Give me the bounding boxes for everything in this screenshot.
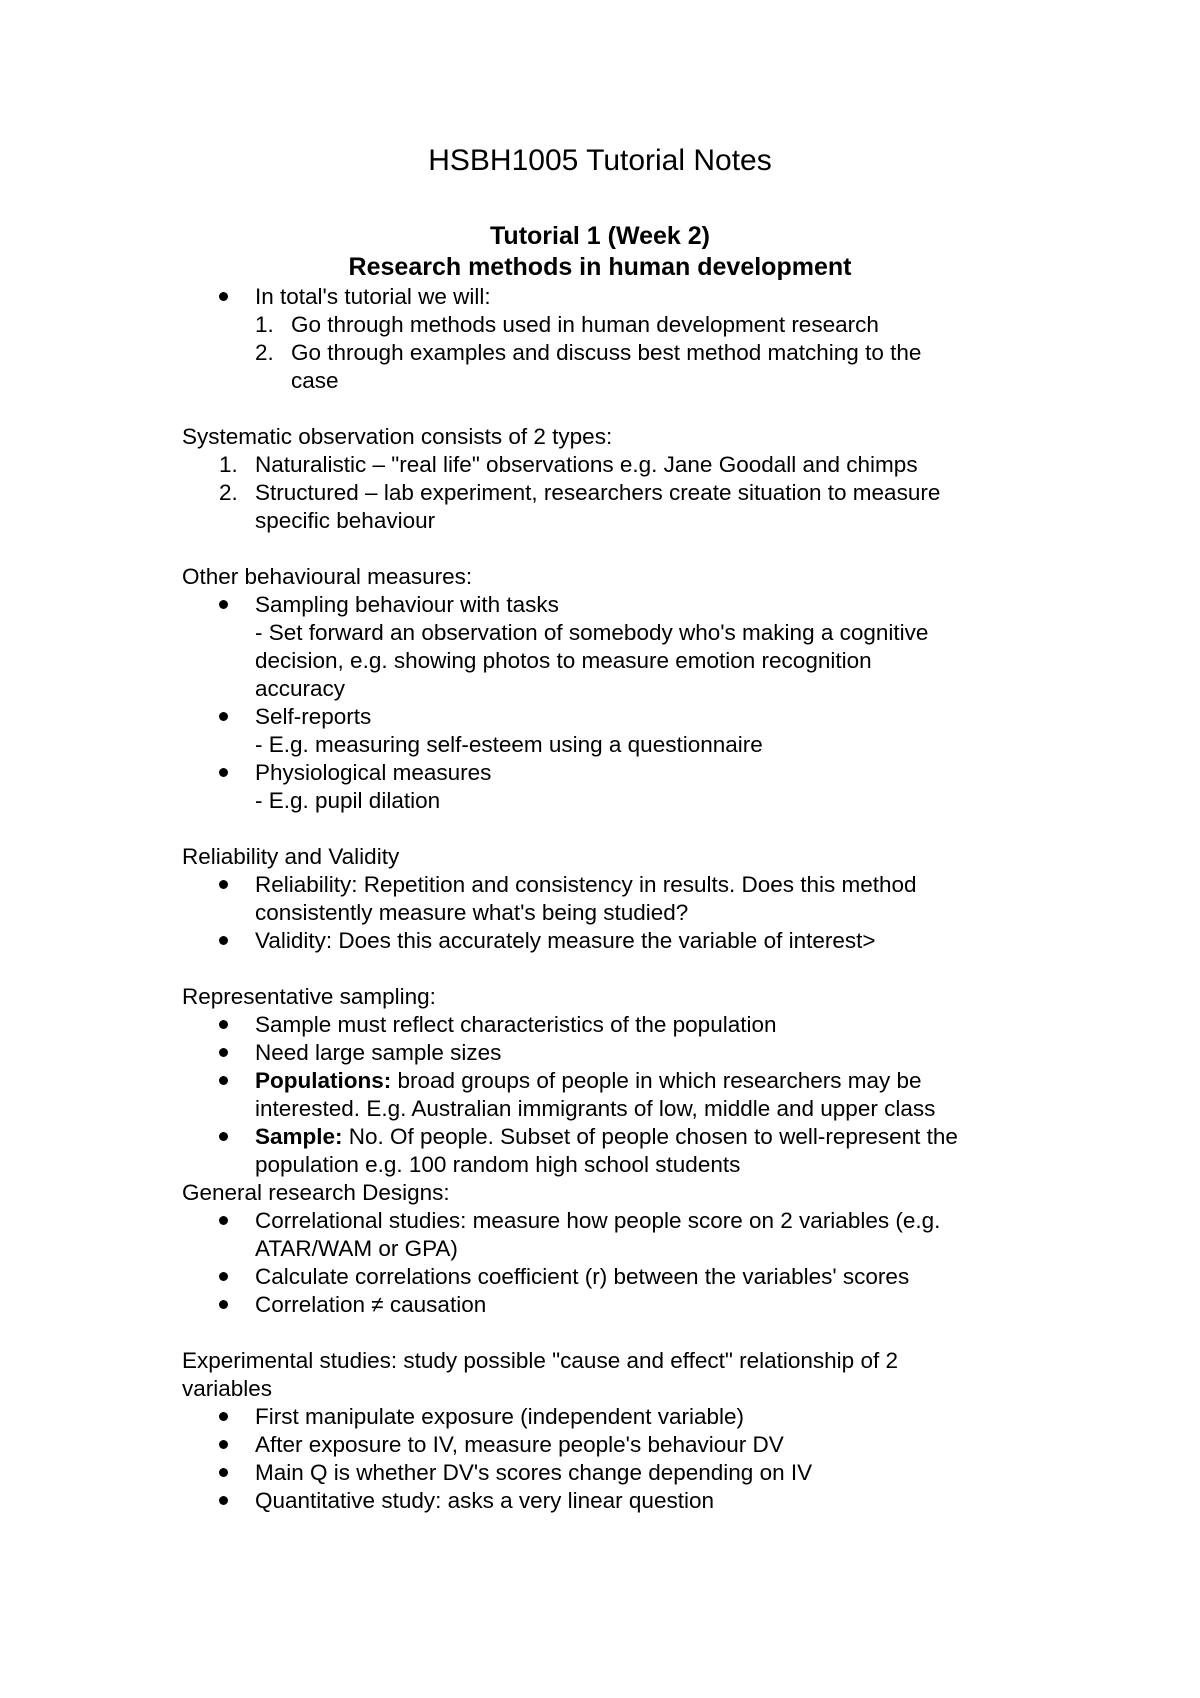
list-item: - E.g. measuring self-esteem using a questionnaire	[255, 732, 763, 757]
bullet-icon	[219, 880, 228, 889]
list-item: Reliability: Repetition and consistency in results. Does this method	[255, 872, 917, 897]
section-heading: Representative sampling:	[182, 984, 436, 1009]
bullet-icon	[219, 1048, 228, 1057]
section-heading: Experimental studies: study possible "cause and effect" relationship of 2	[182, 1348, 898, 1373]
list-number: 1.	[219, 452, 238, 477]
list-item: population e.g. 100 random high school students	[255, 1152, 741, 1177]
bullet-icon	[219, 1468, 228, 1477]
bullet-icon	[219, 1440, 228, 1449]
tutorial-heading: Tutorial 1 (Week 2)	[490, 222, 710, 250]
list-item: Structured – lab experiment, researchers create situation to measure	[255, 480, 941, 505]
list-item: Sample must reflect characteristics of the population	[255, 1012, 777, 1037]
list-number: 2.	[219, 480, 238, 505]
section-heading: Other behavioural measures:	[182, 564, 473, 589]
list-item: Correlational studies: measure how people score on 2 variables (e.g.	[255, 1208, 941, 1233]
list-item: - E.g. pupil dilation	[255, 788, 441, 813]
list-item: Need large sample sizes	[255, 1040, 502, 1065]
section-heading: Systematic observation consists of 2 types:	[182, 424, 613, 449]
list-item: Validity: Does this accurately measure the variable of interest>	[255, 928, 876, 953]
list-item: Self-reports	[255, 704, 372, 729]
list-item: interested. E.g. Australian immigrants of low, middle and upper class	[255, 1096, 936, 1121]
list-item: decision, e.g. showing photos to measure emotion recognition	[255, 648, 872, 673]
list-item	[255, 1067, 922, 1095]
list-number: 1.	[255, 312, 274, 337]
bullet-icon	[219, 1412, 228, 1421]
list-item: Quantitative study: asks a very linear question	[255, 1488, 714, 1513]
bullet-icon	[219, 1300, 228, 1309]
list-item: Sampling behaviour with tasks	[255, 592, 559, 617]
bullet-icon	[219, 1496, 228, 1505]
list-item: After exposure to IV, measure people's behaviour DV	[255, 1432, 784, 1457]
bullet-icon	[219, 1020, 228, 1029]
list-item: accuracy	[255, 676, 346, 701]
bullet-icon	[219, 712, 228, 721]
bullet-icon	[219, 936, 228, 945]
tutorial-subheading: Research methods in human development	[348, 253, 852, 281]
bullet-icon	[219, 1216, 228, 1225]
term-label: Populations:	[255, 1068, 392, 1093]
bullet-icon	[219, 600, 228, 609]
list-item: Calculate correlations coefficient (r) between the variables' scores	[255, 1264, 910, 1289]
list-item: Naturalistic – "real life" observations e.g. Jane Goodall and chimps	[255, 452, 918, 477]
list-item: Go through methods used in human development research	[291, 312, 879, 337]
term-definition: broad groups of people in which researchers may be	[391, 1068, 922, 1093]
section-heading: General research Designs:	[182, 1180, 450, 1205]
list-item: Correlation ≠ causation	[255, 1292, 487, 1317]
list-item: Physiological measures	[255, 760, 492, 785]
list-item: - Set forward an observation of somebody who's making a cognitive	[255, 620, 929, 645]
bullet-icon	[219, 1132, 228, 1141]
list-item: case	[291, 368, 339, 393]
list-item: Go through examples and discuss best method matching to the	[291, 340, 922, 365]
list-item: First manipulate exposure (independent variable)	[255, 1404, 745, 1429]
bullet-icon	[219, 292, 228, 301]
list-item	[255, 1123, 958, 1151]
bullet-icon	[219, 1076, 228, 1085]
section-heading-continued: variables	[182, 1376, 273, 1401]
section-heading: Reliability and Validity	[182, 844, 400, 869]
bullet-icon	[219, 768, 228, 777]
list-item: Main Q is whether DV's scores change depending on IV	[255, 1460, 813, 1485]
page-title: HSBH1005 Tutorial Notes	[428, 144, 772, 177]
list-item: ATAR/WAM or GPA)	[255, 1236, 458, 1261]
bullet-icon	[219, 1272, 228, 1281]
list-item: consistently measure what's being studied?	[255, 900, 689, 925]
list-item: specific behaviour	[255, 508, 436, 533]
intro-bullet: In total's tutorial we will:	[255, 284, 491, 309]
list-number: 2.	[255, 340, 274, 365]
term-label: Sample:	[255, 1124, 343, 1149]
term-definition: No. Of people. Subset of people chosen to well-represent the	[342, 1124, 958, 1149]
